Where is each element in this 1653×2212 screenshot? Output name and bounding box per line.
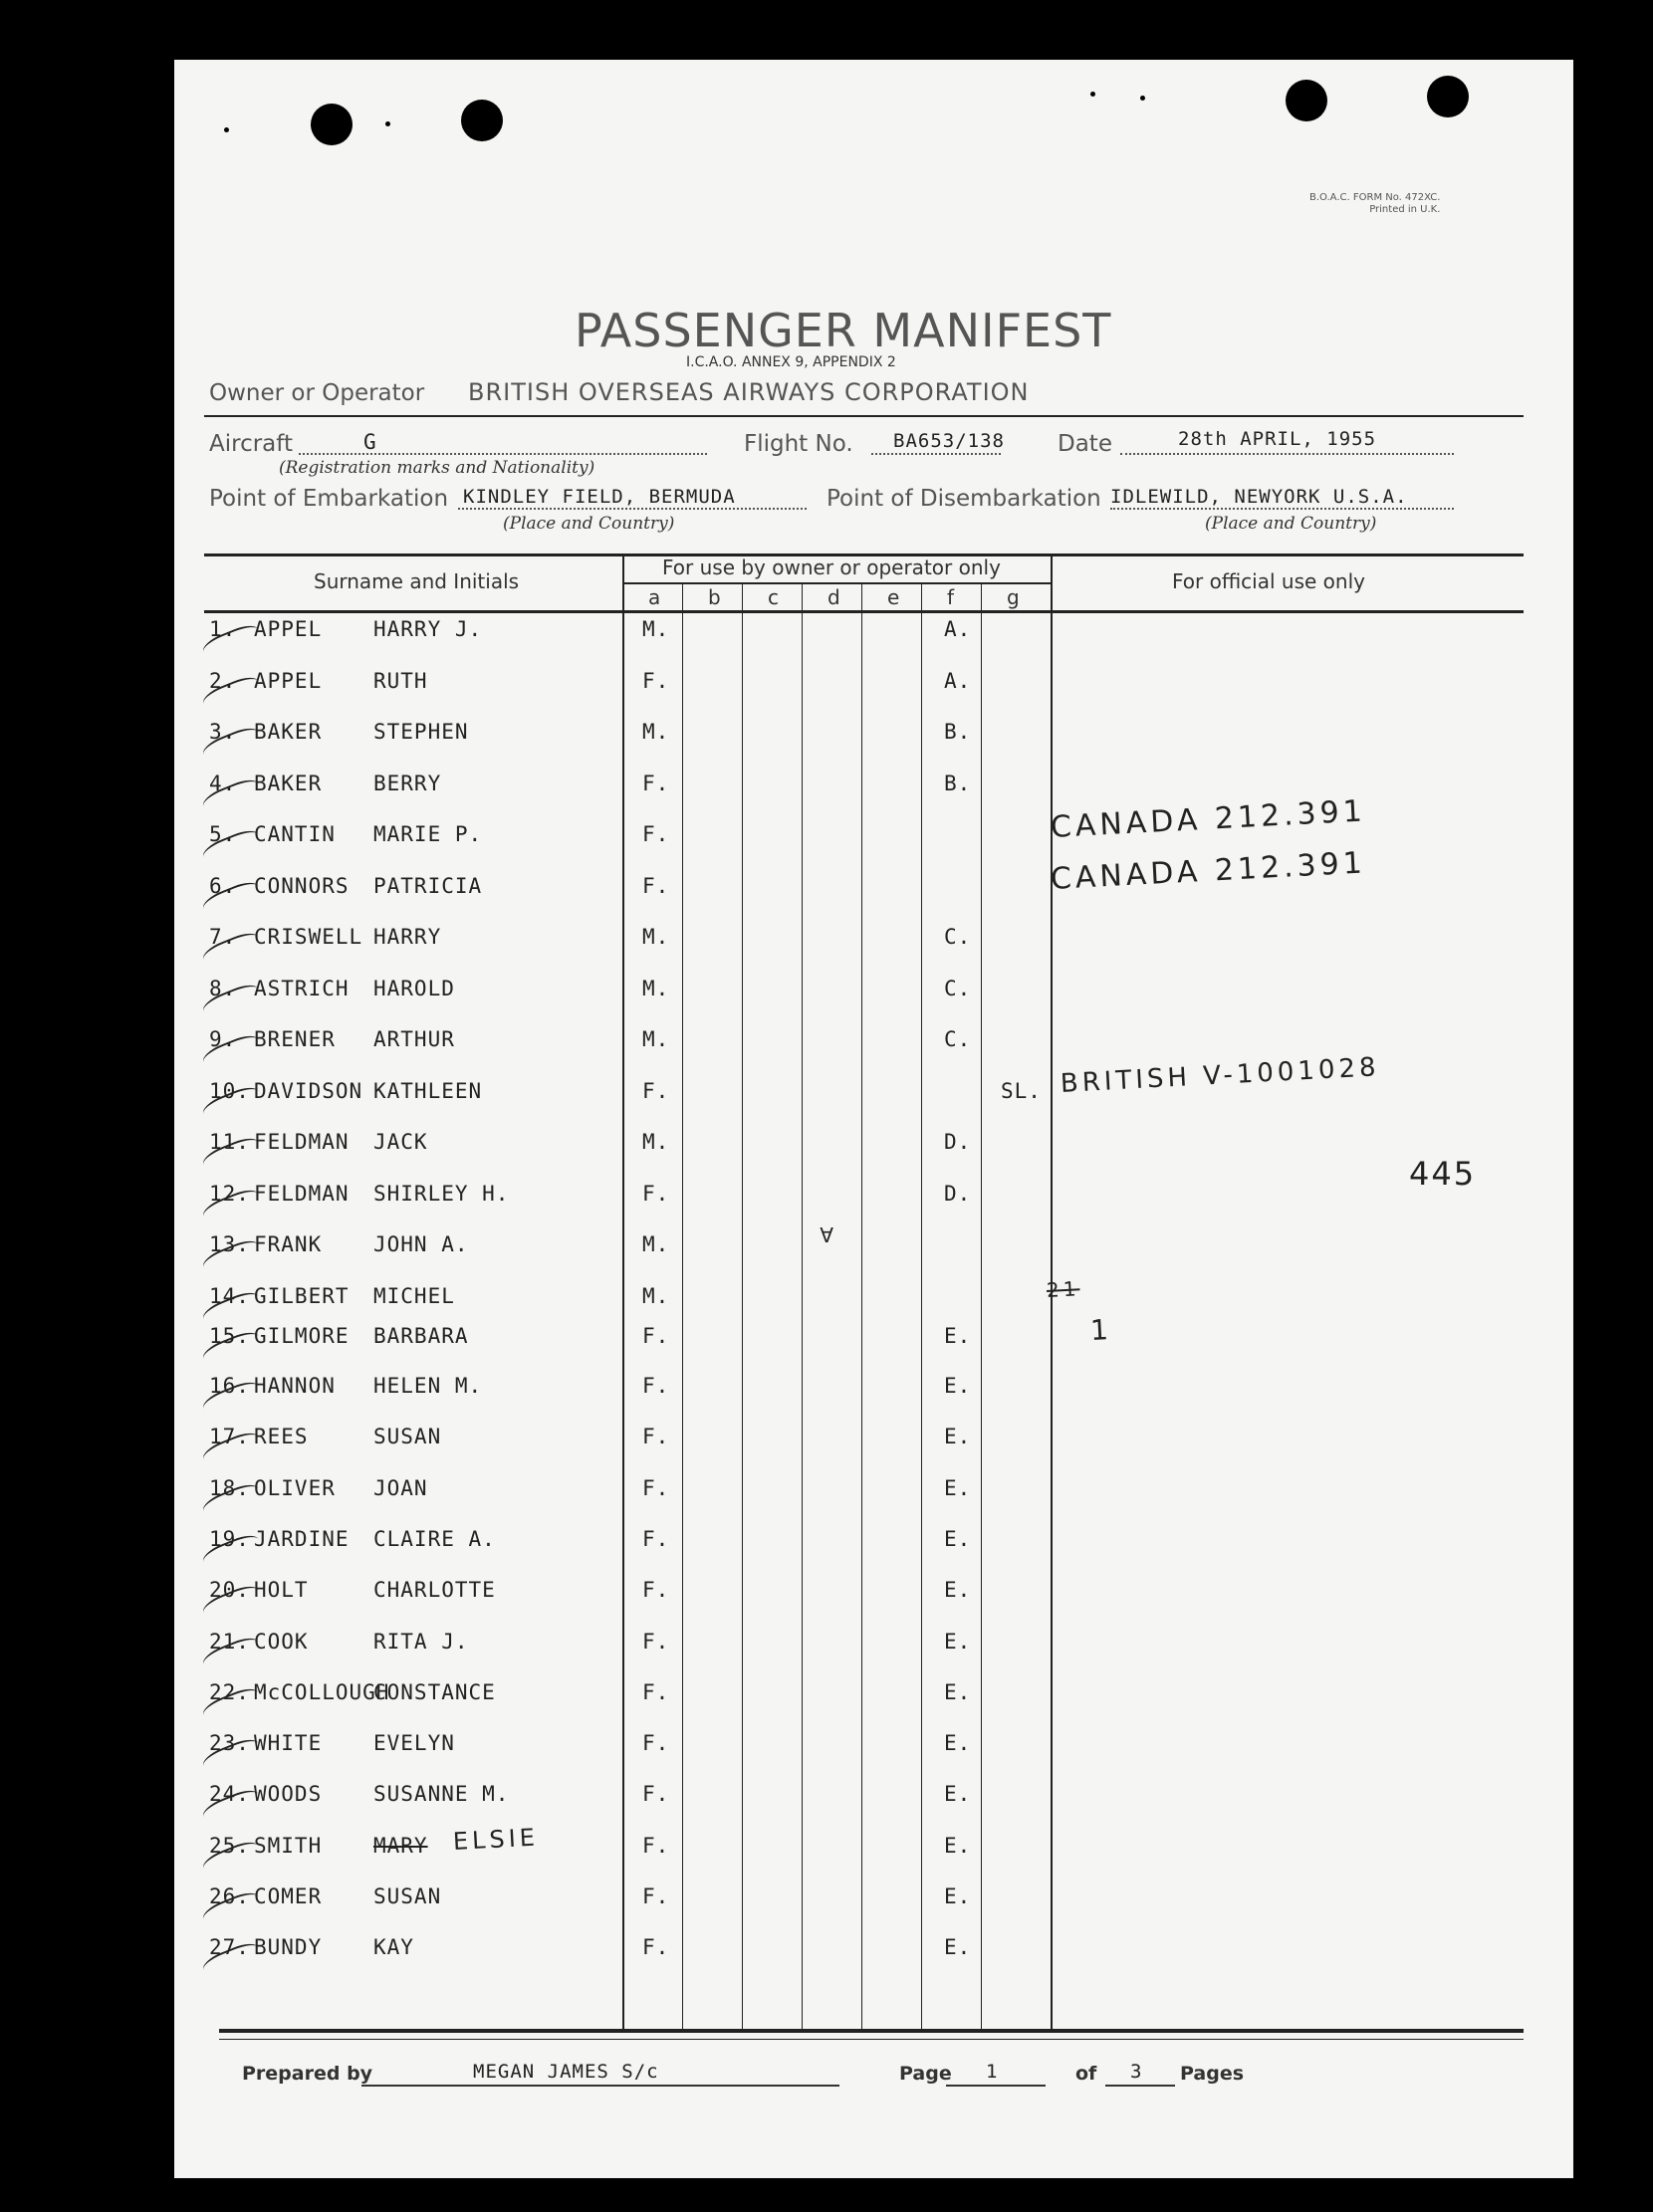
speck — [224, 127, 229, 132]
row-number: 11. — [209, 1130, 250, 1154]
col-divider — [742, 584, 743, 2029]
row-number: 18. — [209, 1475, 250, 1500]
date-label: Date — [1058, 431, 1112, 457]
row-surname: CANTIN — [254, 822, 336, 846]
row-col-g: SL. — [1001, 1078, 1042, 1103]
owner-use-header: For use by owner or operator only — [662, 555, 1001, 579]
annotation-row15: 1 — [1089, 1312, 1113, 1347]
row-col-a: F. — [642, 668, 670, 693]
row-surname: ASTRICH — [254, 976, 350, 1000]
page-line — [946, 2085, 1046, 2087]
row-number: 24. — [209, 1782, 250, 1807]
footer-page-value: 1 — [986, 2061, 999, 2083]
row-surname: COOK — [254, 1629, 309, 1654]
row-col-a: F. — [642, 1374, 670, 1398]
annotation-number: 445 — [1409, 1155, 1477, 1193]
row-col-f: E. — [944, 1425, 972, 1449]
row-col-a: F. — [642, 1425, 670, 1449]
row-number: 20. — [209, 1578, 250, 1603]
embarkation-note: (Place and Country) — [503, 514, 675, 534]
row-col-f: C. — [944, 976, 972, 1000]
operator-label: Owner or Operator — [209, 380, 425, 406]
row-col-a: F. — [642, 1526, 670, 1551]
row-col-a: F. — [642, 1679, 670, 1704]
row-surname: OLIVER — [254, 1475, 336, 1500]
row-number: 19. — [209, 1526, 250, 1551]
official-note-row5: CANADA 212.391 — [1050, 793, 1367, 845]
row-col-a: M. — [642, 720, 670, 744]
footer-page-label: Page — [899, 2063, 952, 2085]
col-divider — [622, 555, 624, 2029]
row-col-a: F. — [642, 1475, 670, 1500]
speck — [385, 121, 390, 126]
row-given-name: SUSANNE M. — [373, 1782, 510, 1807]
divider — [204, 415, 1524, 417]
prepared-line — [361, 2085, 839, 2087]
page-title: PASSENGER MANIFEST — [575, 304, 1112, 357]
row-surname: WOODS — [254, 1782, 323, 1807]
row-col-a: F. — [642, 1782, 670, 1807]
row-given-name: CONSTANCE — [373, 1679, 496, 1704]
col-f-header: f — [947, 585, 955, 609]
row-col-f: E. — [944, 1679, 972, 1704]
footer-of-value: 3 — [1130, 2061, 1143, 2083]
row-col-a: F. — [642, 1884, 670, 1908]
col-divider — [921, 584, 922, 2029]
row-surname: DAVIDSON — [254, 1078, 363, 1103]
row-col-f: E. — [944, 1629, 972, 1654]
row-col-f: E. — [944, 1782, 972, 1807]
table-header-rule — [204, 610, 1524, 613]
row-surname: WHITE — [254, 1731, 323, 1756]
row-col-a: M. — [642, 617, 670, 641]
footer-rule — [219, 2029, 1524, 2033]
row-number: 21. — [209, 1629, 250, 1654]
row-surname: GILMORE — [254, 1324, 350, 1348]
manifest-sheet — [174, 60, 1573, 2178]
row-given-name: PATRICIA — [373, 873, 483, 898]
row-given-name: HARRY J. — [373, 617, 483, 641]
footer-rule-thin — [219, 2039, 1524, 2040]
row-given-name: BERRY — [373, 771, 442, 795]
row-number: 16. — [209, 1374, 250, 1398]
row-given-name: KAY — [373, 1935, 414, 1960]
names-header: Surname and Initials — [314, 569, 520, 593]
row-given-name: HELEN M. — [373, 1374, 483, 1398]
footer-pages-label: Pages — [1180, 2063, 1245, 2085]
row-col-a: M. — [642, 1130, 670, 1154]
row-number: 25. — [209, 1833, 250, 1858]
row-surname: APPEL — [254, 668, 323, 693]
row-given-name: MARIE P. — [373, 822, 483, 846]
punch-hole — [311, 104, 353, 145]
col-e-header: e — [887, 585, 900, 609]
row-surname: CONNORS — [254, 873, 350, 898]
row-surname: FELDMAN — [254, 1181, 350, 1206]
row-col-f: A. — [944, 617, 972, 641]
row-surname: COMER — [254, 1884, 323, 1908]
row-number: 10. — [209, 1078, 250, 1103]
row-col-a: F. — [642, 1935, 670, 1960]
row-col-a: F. — [642, 771, 670, 795]
aircraft-note: (Registration marks and Nationality) — [279, 458, 595, 478]
footer-prepared-value: MEGAN JAMES S/c — [473, 2061, 659, 2083]
disembarkation-line — [1110, 508, 1454, 510]
row-number: 26. — [209, 1884, 250, 1908]
operator-value: BRITISH OVERSEAS AIRWAYS CORPORATION — [468, 378, 1030, 406]
row-given-name: MARY — [373, 1833, 428, 1858]
row-number: 2. — [209, 668, 237, 693]
embarkation-value: KINDLEY FIELD, BERMUDA — [463, 486, 736, 508]
row-col-a: F. — [642, 1181, 670, 1206]
speck — [1090, 92, 1095, 97]
col-divider — [802, 584, 803, 2029]
row-given-name: SUSAN — [373, 1884, 442, 1908]
row-number: 6. — [209, 873, 237, 898]
row-given-name: JOHN A. — [373, 1232, 469, 1256]
row-surname: McCOLLOUGH — [254, 1679, 390, 1704]
row-given-name: CHARLOTTE — [373, 1578, 496, 1603]
row-col-a: M. — [642, 925, 670, 949]
row-col-f: D. — [944, 1181, 972, 1206]
col-divider — [682, 584, 683, 2029]
row-col-a: M. — [642, 1283, 670, 1308]
row-surname: HANNON — [254, 1374, 336, 1398]
flight-value: BA653/138 — [893, 430, 1005, 452]
row-given-name: SHIRLEY H. — [373, 1181, 510, 1206]
row-given-name: JACK — [373, 1130, 428, 1154]
embarkation-label: Point of Embarkation — [209, 486, 449, 512]
row-col-f: E. — [944, 1526, 972, 1551]
col-g-header: g — [1007, 585, 1020, 609]
form-code: B.O.A.C. FORM No. 472XC. Printed in U.K. — [1309, 192, 1441, 215]
row-number: 8. — [209, 976, 237, 1000]
row-surname: SMITH — [254, 1833, 323, 1858]
row-number: 4. — [209, 771, 237, 795]
row-given-name: KATHLEEN — [373, 1078, 483, 1103]
row-number: 12. — [209, 1181, 250, 1206]
row-surname: FELDMAN — [254, 1130, 350, 1154]
row-surname: APPEL — [254, 617, 323, 641]
page-subtitle: I.C.A.O. ANNEX 9, APPENDIX 2 — [686, 354, 896, 370]
row-col-f: D. — [944, 1130, 972, 1154]
row-surname: JARDINE — [254, 1526, 350, 1551]
row-number: 9. — [209, 1027, 237, 1051]
row-surname: BAKER — [254, 720, 323, 744]
of-line — [1105, 2085, 1175, 2087]
row-surname: BAKER — [254, 771, 323, 795]
row-col-f: E. — [944, 1578, 972, 1603]
footer-prepared-label: Prepared by — [242, 2063, 373, 2085]
row-given-name: JOAN — [373, 1475, 428, 1500]
row-surname: BUNDY — [254, 1935, 323, 1960]
row-surname: FRANK — [254, 1232, 323, 1256]
row-number: 7. — [209, 925, 237, 949]
col-d-header: d — [827, 585, 840, 609]
row-col-a: F. — [642, 1078, 670, 1103]
aircraft-value: G — [363, 430, 377, 454]
col-divider — [981, 584, 982, 2029]
row-given-correction: ELSIE — [452, 1823, 540, 1856]
row-col-a: F. — [642, 1731, 670, 1756]
official-note-row10: BRITISH V-1001028 — [1060, 1052, 1381, 1099]
row-col-f: B. — [944, 771, 972, 795]
row-col-f: E. — [944, 1884, 972, 1908]
row-given-name: ARTHUR — [373, 1027, 455, 1051]
row-number: 5. — [209, 822, 237, 846]
row-number: 15. — [209, 1324, 250, 1348]
row-col-f: E. — [944, 1475, 972, 1500]
row-surname: CRISWELL — [254, 925, 363, 949]
row-number: 23. — [209, 1731, 250, 1756]
disembarkation-note: (Place and Country) — [1205, 514, 1377, 534]
row-number: 1. — [209, 617, 237, 641]
col-a-header: a — [648, 585, 661, 609]
punch-hole — [461, 100, 503, 141]
official-use-header: For official use only — [1172, 569, 1365, 593]
row-surname: BRENER — [254, 1027, 336, 1051]
row-col-a: F. — [642, 873, 670, 898]
row-given-name: SUSAN — [373, 1425, 442, 1449]
col-b-header: b — [708, 585, 721, 609]
flight-label: Flight No. — [744, 431, 853, 457]
row-given-name: CLAIRE A. — [373, 1526, 496, 1551]
annotation-row14: 21 — [1046, 1276, 1081, 1302]
row-given-name: HARRY — [373, 925, 442, 949]
col-divider — [861, 584, 862, 2029]
row-col-a: F. — [642, 1578, 670, 1603]
annotation-col-d: A — [816, 1222, 833, 1246]
row-col-a: F. — [642, 1629, 670, 1654]
disembarkation-label: Point of Disembarkation — [826, 486, 1101, 512]
row-given-name: STEPHEN — [373, 720, 469, 744]
row-surname: HOLT — [254, 1578, 309, 1603]
embarkation-line — [458, 508, 807, 510]
row-col-f: E. — [944, 1833, 972, 1858]
row-given-name: BARBARA — [373, 1324, 469, 1348]
row-col-f: E. — [944, 1935, 972, 1960]
row-number: 14. — [209, 1283, 250, 1308]
row-given-name: RUTH — [373, 668, 428, 693]
aircraft-label: Aircraft — [209, 431, 293, 457]
date-value: 28th APRIL, 1955 — [1178, 428, 1377, 450]
row-surname: REES — [254, 1425, 309, 1449]
aircraft-line — [299, 453, 707, 455]
row-col-a: M. — [642, 976, 670, 1000]
speck — [1140, 96, 1145, 101]
official-note-row6: CANADA 212.391 — [1050, 845, 1367, 897]
row-col-a: F. — [642, 1324, 670, 1348]
row-col-a: M. — [642, 1027, 670, 1051]
row-col-a: F. — [642, 822, 670, 846]
row-col-f: E. — [944, 1731, 972, 1756]
footer-of-label: of — [1075, 2063, 1097, 2085]
col-c-header: c — [768, 585, 779, 609]
owner-header-rule — [622, 582, 1051, 584]
row-col-f: B. — [944, 720, 972, 744]
row-col-a: F. — [642, 1833, 670, 1858]
row-col-f: C. — [944, 925, 972, 949]
disembarkation-value: IDLEWILD, NEWYORK U.S.A. — [1110, 486, 1408, 508]
row-col-f: A. — [944, 668, 972, 693]
row-given-name: MICHEL — [373, 1283, 455, 1308]
row-number: 22. — [209, 1679, 250, 1704]
row-col-f: E. — [944, 1374, 972, 1398]
punch-hole — [1427, 76, 1469, 117]
row-surname: GILBERT — [254, 1283, 350, 1308]
date-line — [1120, 453, 1454, 455]
flight-line — [871, 453, 1001, 455]
row-given-name: EVELYN — [373, 1731, 455, 1756]
row-number: 27. — [209, 1935, 250, 1960]
row-number: 3. — [209, 720, 237, 744]
row-given-name: RITA J. — [373, 1629, 469, 1654]
row-number: 17. — [209, 1425, 250, 1449]
row-col-a: M. — [642, 1232, 670, 1256]
row-col-f: E. — [944, 1324, 972, 1348]
row-number: 13. — [209, 1232, 250, 1256]
punch-hole — [1286, 80, 1327, 121]
row-given-name: HAROLD — [373, 976, 455, 1000]
row-col-f: C. — [944, 1027, 972, 1051]
